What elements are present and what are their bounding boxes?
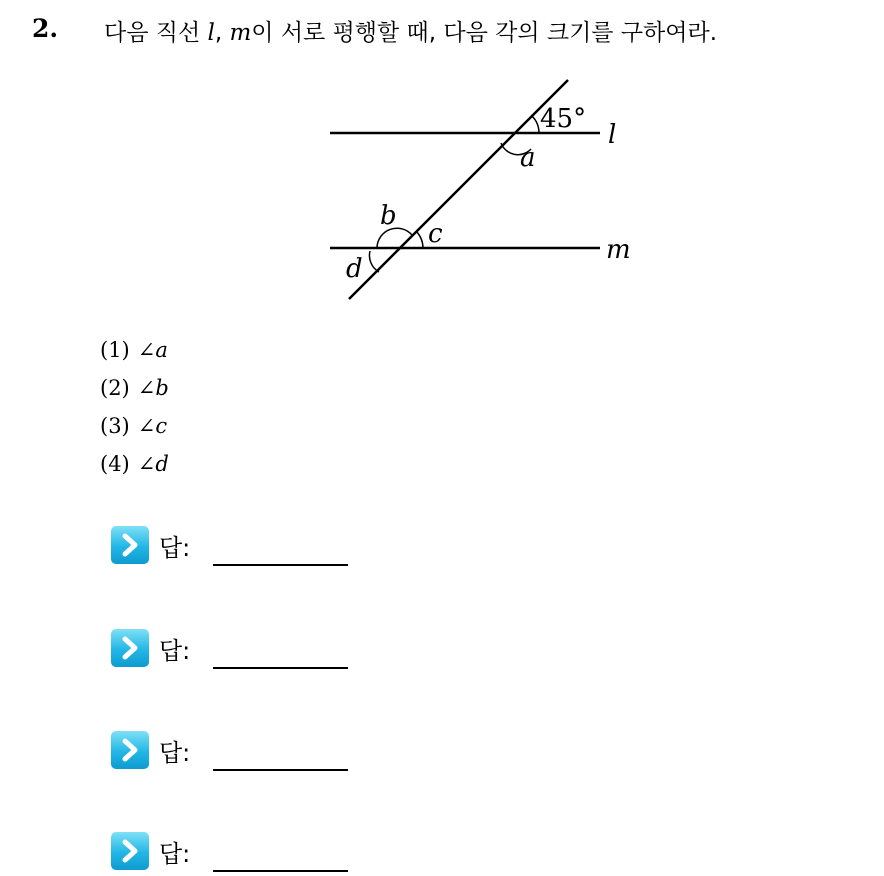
subquestion-angle: ∠b bbox=[137, 376, 169, 400]
subquestion-number: (3) bbox=[100, 414, 130, 438]
var-l: l bbox=[207, 20, 215, 46]
answer-label: 답: bbox=[159, 739, 191, 767]
subquestion-2 bbox=[100, 376, 169, 400]
transversal bbox=[349, 80, 568, 299]
label-c: c bbox=[428, 219, 443, 249]
answer-label: 답: bbox=[159, 534, 191, 562]
question-text-start: 다음 직선 bbox=[104, 20, 208, 46]
question-text-end: 이 서로 평행할 때, 다음 각의 크기를 구하여라. bbox=[251, 20, 718, 46]
subquestion-3 bbox=[100, 414, 167, 438]
question-comma: , bbox=[214, 20, 230, 46]
label-m: m bbox=[606, 235, 631, 265]
label-d: d bbox=[346, 254, 363, 284]
subquestion-1 bbox=[100, 338, 168, 362]
subquestion-number: (4) bbox=[100, 452, 130, 476]
arrow-icon bbox=[111, 629, 149, 667]
arrow-icon bbox=[111, 832, 149, 870]
var-m: m bbox=[229, 20, 252, 46]
arc-c bbox=[416, 231, 423, 248]
arrow-icon bbox=[111, 731, 149, 769]
answer-label: 답: bbox=[159, 840, 191, 868]
arrow-icon bbox=[111, 526, 149, 564]
label-b: b bbox=[380, 201, 397, 231]
subquestion-angle: ∠d bbox=[137, 452, 169, 476]
subquestion-angle: ∠c bbox=[137, 414, 168, 438]
arc-b bbox=[377, 228, 412, 248]
answer-blank[interactable] bbox=[213, 870, 348, 872]
label-45: 45° bbox=[540, 104, 587, 134]
answer-blank[interactable] bbox=[213, 769, 348, 771]
subquestion-angle: ∠a bbox=[137, 338, 168, 362]
label-l: l bbox=[608, 120, 617, 150]
subquestion-number: (1) bbox=[100, 338, 130, 362]
arc-45 bbox=[532, 116, 539, 133]
subquestion-number: (2) bbox=[100, 376, 130, 400]
question-number: 2. bbox=[32, 14, 59, 43]
subquestion-4 bbox=[100, 452, 169, 476]
answer-blank[interactable] bbox=[213, 667, 348, 669]
label-a: a bbox=[520, 143, 536, 173]
answer-blank[interactable] bbox=[213, 564, 348, 566]
answer-label: 답: bbox=[159, 637, 191, 665]
